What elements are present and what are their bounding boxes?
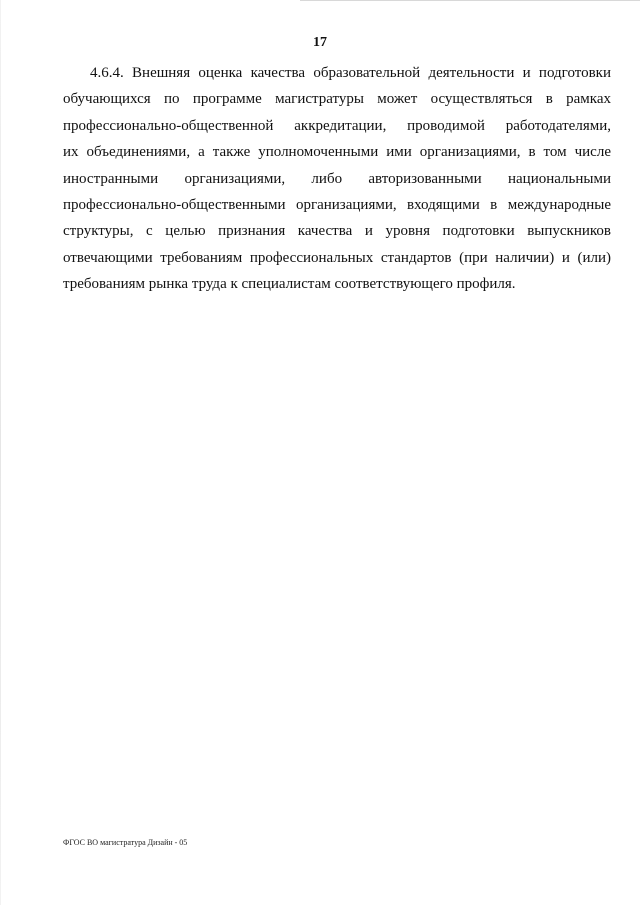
paragraph-line: профессионально-общественной аккредитации, проводимой работодателями, [63,117,611,134]
footer-document-code: ФГОС ВО магистратура Дизайн - 05 [63,838,188,847]
paragraph-line: 4.6.4. Внешняя оценка качества образовательной деятельности и подготовки [90,65,611,81]
page-number: 17 [313,35,327,50]
paragraph-4-6-4 [63,60,611,298]
scan-edge-left [0,0,1,905]
paragraph-line: отвечающими требованиям профессиональных стандартов (при наличии) и (или) [63,249,611,266]
paragraph-line: иностранными организациями, либо авторизованными национальными [63,170,611,187]
scan-edge-top [300,0,640,1]
paragraph-line: обучающихся по программе магистратуры может осуществляться в рамках [63,91,611,108]
paragraph-line: требованиям рынка труда к специалистам соответствующего профиля. [63,276,516,293]
paragraph-line: профессионально-общественными организациями, входящими в международные [63,197,611,214]
paragraph-line: их объединениями, а также уполномоченными ими организациями, в том числе [63,144,611,161]
paragraph-line: структуры, с целью признания качества и уровня подготовки выпускников [63,223,611,240]
